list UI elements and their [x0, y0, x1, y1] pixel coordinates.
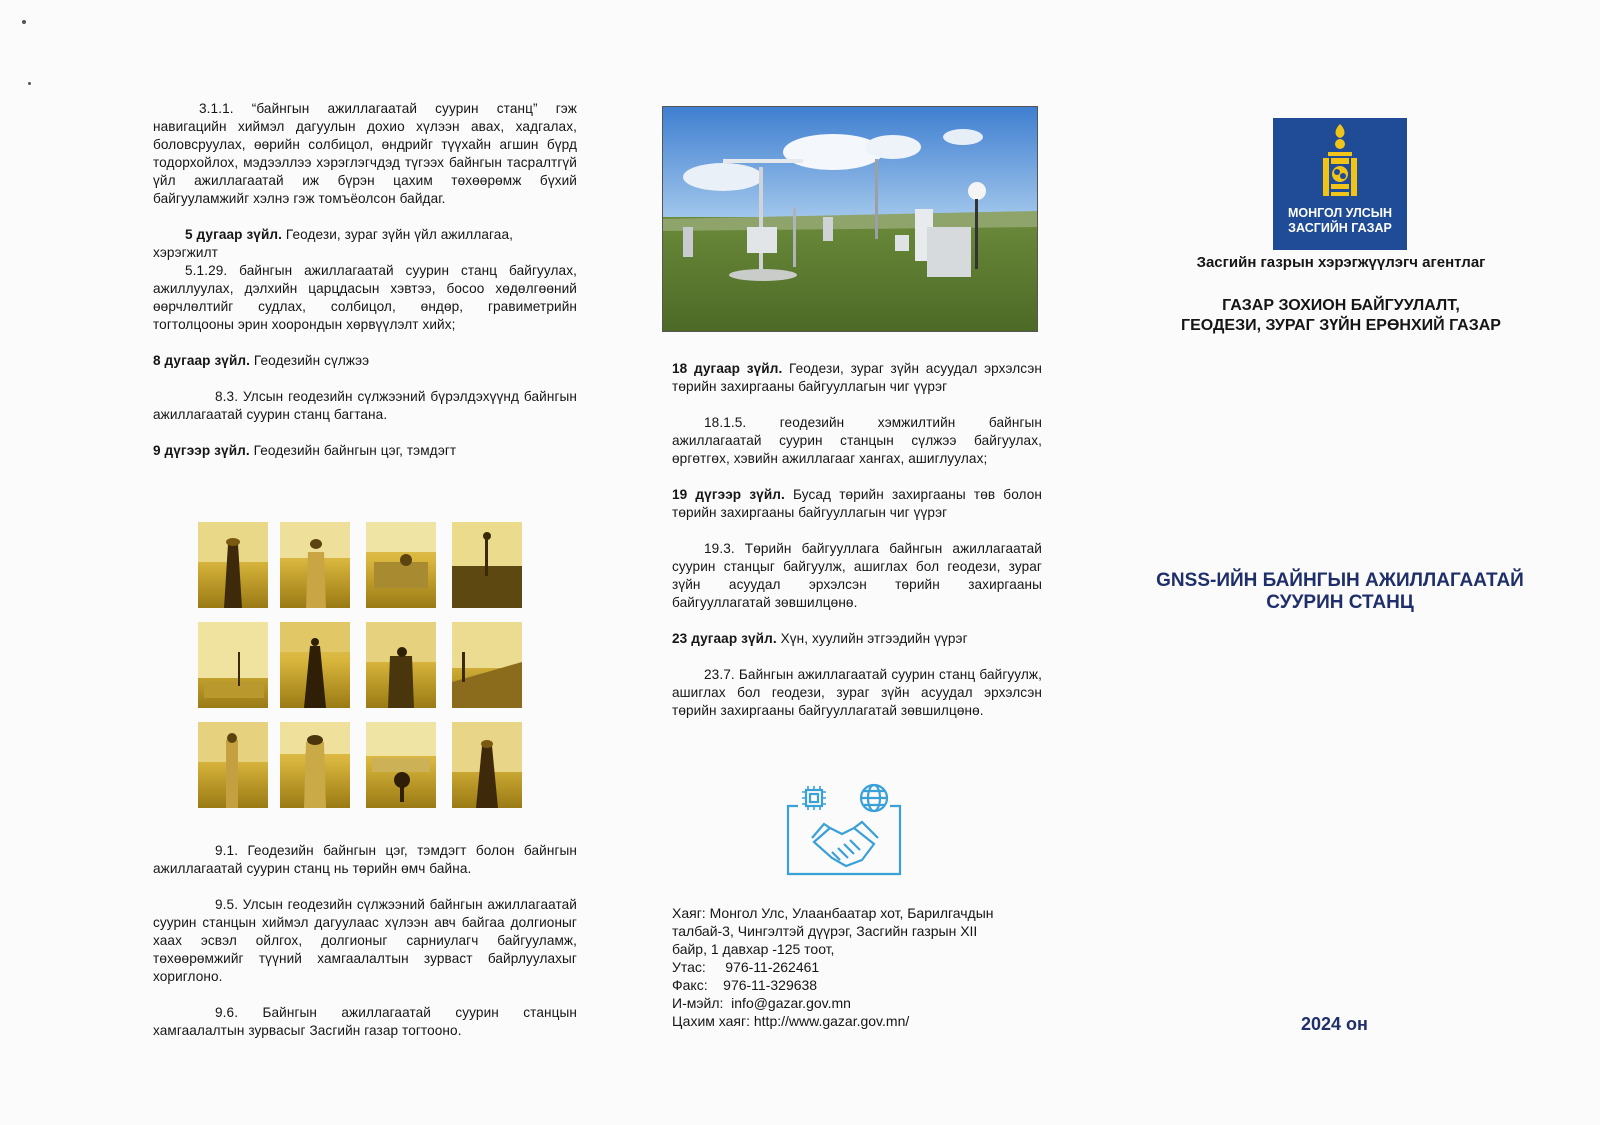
paragraph-18-1-5: 18.1.5. геодезийн хэмжилтийн байнгын ажиллагаатай суурин станцын сүлжээ байгуулах, өргөтгөх, хэвийн ажиллагааг хангах, ашиглуулах;: [672, 415, 1042, 466]
middle-column: [672, 360, 1042, 720]
article-19-title: Бусад төрийн захиргааны төв болон төрийн захиргааны байгууллагын чиг үүрэг: [672, 487, 1043, 520]
article-18-heading: [672, 360, 1042, 396]
marker-photo: [280, 622, 350, 708]
scan-mark: [28, 82, 31, 85]
left-column-lower: [153, 842, 577, 1040]
marker-photo: [452, 522, 522, 608]
marker-photo: [366, 522, 436, 608]
address-line: Хаяг: Монгол Улс, Улаанбаатар хот, Барилгачдын: [672, 905, 994, 921]
paragraph-9-1: 9.1. Геодезийн байнгын цэг, тэмдэгт болон байнгын ажиллагаатай суурин станц нь төрийн өмч байна.: [153, 843, 577, 876]
address-line: талбай-3, Чингэлтэй дүүрэг, Засгийн газрын XII: [672, 923, 978, 939]
article-9-label: 9 дүгээр зүйл.: [153, 443, 250, 458]
marker-photo: [366, 722, 436, 808]
contact-block: [672, 904, 1052, 1030]
organization-name-line1: ГАЗАР ЗОХИОН БАЙГУУЛАЛТ,: [1222, 297, 1460, 314]
marker-photo: [366, 622, 436, 708]
brochure-title-line1: GNSS-ИЙН БАЙНГЫН АЖИЛЛАГААТАЙ: [1156, 570, 1524, 591]
article-8-label: 8 дугаар зүйл.: [153, 353, 251, 368]
address-line: байр, 1 давхар -125 тоот,: [672, 941, 835, 957]
organization-name-line2: ГЕОДЕЗИ, ЗУРАГ ЗҮЙН ЕРӨНХИЙ ГАЗАР: [1181, 317, 1501, 334]
emblem-text-line2: ЗАСГИЙН ГАЗАР: [1288, 221, 1392, 235]
article-5-label: 5 дугаар зүйл.: [185, 227, 283, 242]
article-8-heading: [153, 352, 577, 370]
article-19-heading: [672, 486, 1042, 522]
article-9-heading: [153, 442, 577, 460]
handshake-icon: [784, 782, 904, 882]
gnss-station-photo: [662, 106, 1038, 332]
article-23-heading: [672, 630, 1042, 648]
marker-photo: [452, 722, 522, 808]
article-18-title: Геодези, зураг зүйн асуудал эрхэлсэн төрийн захиргааны байгууллагын чиг үүрэг: [672, 361, 1042, 394]
marker-photo: [198, 722, 268, 808]
left-column: [153, 100, 577, 460]
organization-name: [1134, 296, 1548, 336]
geodetic-marker-photo-grid: [198, 522, 524, 822]
government-emblem: [1273, 118, 1407, 250]
globe-icon: [861, 785, 887, 811]
marker-photo: [280, 722, 350, 808]
paragraph-9-6: 9.6. Байнгын ажиллагаатай суурин станцын хамгаалалтын зурвасыг Засгийн газар тогтооно.: [153, 1005, 577, 1038]
article-19-label: 19 дүгээр зүйл.: [672, 487, 785, 502]
chip-icon: [802, 786, 826, 810]
brochure-title: [1120, 570, 1560, 614]
marker-photo: [280, 522, 350, 608]
fax-line: Факс: 976-11-329638: [672, 977, 818, 993]
year-label: 2024 он: [1301, 1014, 1368, 1034]
article-9-title: Геодезийн байнгын цэг, тэмдэгт: [249, 443, 457, 458]
phone-line: Утас: 976-11-262461: [672, 959, 820, 975]
paragraph-9-5: 9.5. Улсын геодезийн сүлжээний байнгын ажиллагаатай суурин станцын хиймэл дагуулаас хүлээн авч байгаа долгионыг хаах эсвэл ойлгох, долгионыг сарниулагч байгууламж, төхөөрөмжийг түүний хамгаалалтын зурваст байрлуулахыг хориглоно.: [153, 897, 577, 984]
scan-mark: [22, 20, 26, 24]
article-8-title: Геодезийн сүлжээ: [250, 353, 370, 368]
emblem-text-line1: МОНГОЛ УЛСЫН: [1287, 206, 1393, 220]
article-18-label: 18 дугаар зүйл.: [672, 361, 783, 376]
marker-photo: [198, 522, 268, 608]
article-23-title: Хүн, хуулийн этгээдийн үүрэг: [776, 631, 968, 646]
paragraph-3-1-1: 3.1.1. “байнгын ажиллагаатай суурин станц” гэж навигацийн хиймэл дагуулын дохио хүлээн авах, хадгалах, боловсруулах, өөрийн солбицол, өндрийг түүхайн агшин бүрд тодорхойлох, мэдээллээ хэрэглэгчдэд түгээх байнгын тасралтгүй үйл ажиллагаатай иж бүрэн цахим төхөөрөмж бүхий байгууламжийг хэлнэ гэж томъёолсон байдаг.: [153, 101, 577, 206]
article-5-title: Геодези, зураг зүйн үйл ажиллагаа, хэрэгжилт: [153, 227, 513, 260]
email-line: И-мэйл: info@gazar.gov.mn: [672, 995, 851, 1011]
paragraph-23-7: 23.7. Байнгын ажиллагаатай суурин станц байгуулж, ашиглах бол геодези, зураг зүйн асуудал эрхэлсэн төрийн захиргааны байгууллагатай зөвшилцөнө.: [672, 667, 1042, 718]
paragraph-19-3: 19.3. Төрийн байгууллага байнгын ажиллагаатай суурин станцыг байгуулж, ашиглах бол геодези, зураг зүйн асуудал эрхэлсэн төрийн захиргааны байгууллагатай зөвшилцөнө.: [672, 541, 1042, 610]
paragraph-5-1-29: 5.1.29. байнгын ажиллагаатай суурин станц байгуулах, ажиллуулах, дэлхийн царцдасын хэвтээ, босоо хөдөлгөөний өөрчлөлтийг судлах, солбицол, өндөр, гравиметрийн тогтолцооны эрин хоорондын хөрвүүлэлт хийх;: [153, 263, 577, 332]
paragraph-8-3: 8.3. Улсын геодезийн сүлжээний бүрэлдэхүүнд байнгын ажиллагаатай суурин станц багтана.: [153, 389, 577, 422]
article-23-label: 23 дугаар зүйл.: [672, 631, 777, 646]
article-5-heading: [153, 226, 577, 262]
marker-photo: [452, 622, 522, 708]
marker-photo: [198, 622, 268, 708]
brochure-title-line2: СУУРИН СТАНЦ: [1266, 592, 1414, 613]
agency-label: Засгийн газрын хэрэгжүүлэгч агентлаг: [1196, 254, 1486, 271]
website-line: Цахим хаяг: http://www.gazar.gov.mn/: [672, 1013, 910, 1029]
